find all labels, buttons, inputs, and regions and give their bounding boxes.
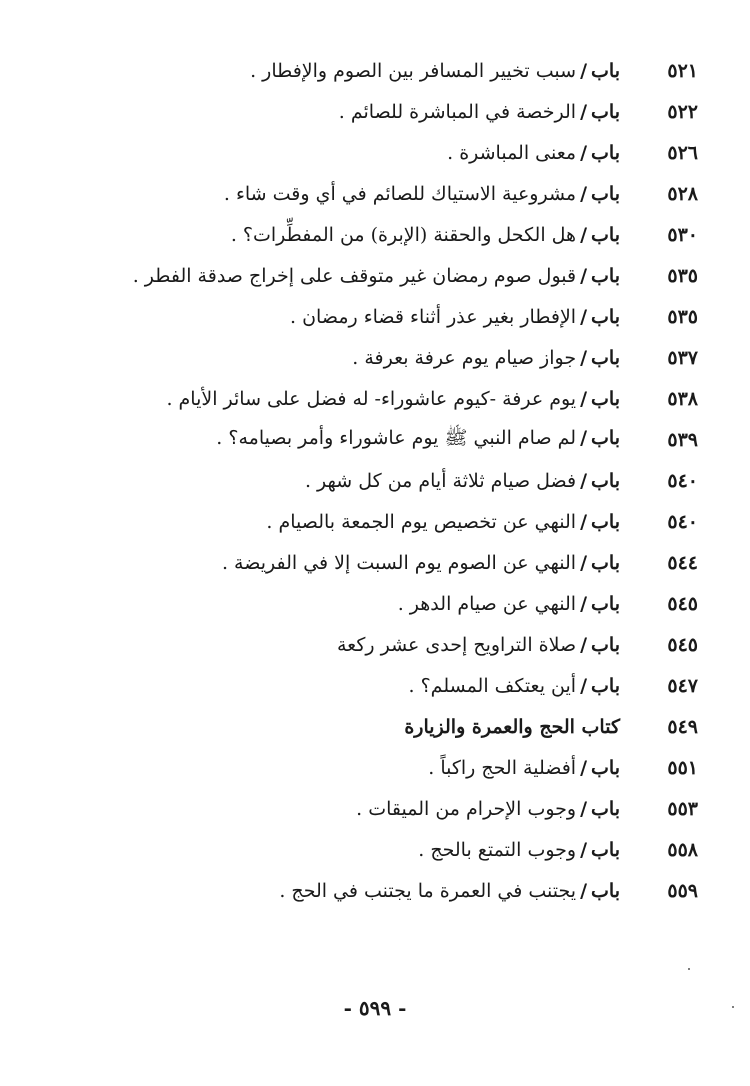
entry-text	[428, 757, 620, 779]
page-number: ٥٤٩	[667, 715, 698, 738]
separator: /	[580, 756, 588, 779]
entry-text	[352, 347, 620, 369]
entry-title: النهي عن تخصيص يوم الجمعة بالصيام .	[266, 510, 577, 533]
page-number: ٥٥٩	[667, 879, 698, 902]
toc-entry	[138, 460, 698, 501]
page-number: ٥٤٧	[667, 674, 698, 697]
separator: /	[580, 59, 588, 82]
toc-entry	[138, 378, 698, 419]
entry-title: لم صام النبي ﷺ يوم عاشوراء وأمر بصيامه؟ .	[216, 426, 577, 449]
entry-title: الرخصة في المباشرة للصائم .	[338, 100, 577, 123]
entry-title: أين يعتكف المسلم؟ .	[408, 674, 577, 697]
bab-label: باب	[591, 346, 620, 369]
entry-title: فضل صيام ثلاثة أيام من كل شهر .	[304, 469, 577, 492]
entry-title: سبب تخيير المسافر بين الصوم والإفطار .	[250, 59, 577, 82]
entry-text	[290, 306, 620, 328]
entry-title: هل الكحل والحقنة (الإبرة) من المفطِّرات؟ .	[230, 223, 577, 246]
page-number: ٥٤٠	[667, 469, 698, 492]
toc-section-heading	[138, 706, 698, 747]
separator: /	[580, 141, 588, 164]
bab-label: باب	[591, 510, 620, 533]
page-number: ٥٣٠	[667, 223, 698, 246]
entry-title: النهي عن صيام الدهر .	[397, 592, 577, 615]
separator: /	[580, 838, 588, 861]
entry-text	[337, 634, 620, 656]
entry-text	[133, 265, 620, 287]
bab-label: باب	[591, 469, 620, 492]
separator: /	[580, 346, 588, 369]
entry-title: جواز صيام يوم عرفة بعرفة .	[352, 346, 577, 369]
entry-title: مشروعية الاستياك للصائم في أي وقت شاء .	[223, 182, 577, 205]
entry-text	[279, 880, 620, 902]
toc-entry	[138, 542, 698, 583]
page-number: ٥٢١	[667, 59, 698, 82]
entry-text	[231, 224, 620, 246]
entry-title: النهي عن الصوم يوم السبت إلا في الفريضة .	[221, 551, 577, 574]
toc-entry	[138, 132, 698, 173]
entry-title: صلاة التراويح إحدى عشر ركعة	[336, 633, 577, 656]
entry-text	[266, 511, 620, 533]
page-number: ٥٢٦	[667, 141, 698, 164]
separator: /	[580, 633, 588, 656]
separator: /	[580, 264, 588, 287]
bab-label: باب	[591, 674, 620, 697]
bab-label: باب	[591, 879, 620, 902]
toc-entry	[138, 173, 698, 214]
page-footer-number: - ٥٩٩ -	[343, 996, 407, 1020]
entry-title: معنى المباشرة .	[447, 141, 577, 164]
bab-label: باب	[591, 797, 620, 820]
table-of-contents	[0, 50, 750, 950]
page-number: ٥٥٨	[667, 838, 698, 861]
separator: /	[580, 182, 588, 205]
separator: /	[580, 592, 588, 615]
page-number: ٥٥٣	[667, 797, 698, 820]
toc-entry	[138, 501, 698, 542]
toc-entry	[138, 829, 698, 870]
toc-entry	[138, 50, 698, 91]
separator: /	[580, 510, 588, 533]
entry-title: يوم عرفة -كيوم عاشوراء- له فضل على سائر الأيام .	[166, 387, 577, 410]
separator: /	[580, 305, 588, 328]
entry-title: الإفطار بغير عذر أثناء قضاء رمضان .	[290, 305, 577, 328]
bab-label: باب	[591, 100, 620, 123]
toc-entry	[138, 91, 698, 132]
bab-label: باب	[591, 182, 620, 205]
page-number: ٥٢٢	[667, 100, 698, 123]
entry-text	[339, 101, 620, 123]
entry-text	[222, 552, 620, 574]
entry-text	[398, 593, 620, 615]
scan-speck	[688, 968, 690, 970]
entry-title: وجوب الإحرام من الميقات .	[356, 797, 577, 820]
bab-label: باب	[591, 633, 620, 656]
separator: /	[580, 387, 588, 410]
entry-title: قبول صوم رمضان غير متوقف على إخراج صدقة الفطر .	[132, 264, 577, 287]
bab-label: باب	[591, 838, 620, 861]
entry-text	[447, 142, 620, 164]
bab-label: باب	[591, 551, 620, 574]
entry-text	[356, 798, 620, 820]
toc-entry	[138, 337, 698, 378]
entry-text	[224, 183, 620, 205]
page-number: ٥٢٨	[667, 182, 698, 205]
page-number: ٥٤٠	[667, 510, 698, 533]
separator: /	[580, 426, 588, 449]
bab-label: باب	[591, 387, 620, 410]
page-number: ٥٤٥	[667, 633, 698, 656]
toc-entry	[138, 624, 698, 665]
separator: /	[580, 879, 588, 902]
bab-label: باب	[591, 223, 620, 246]
toc-entry	[138, 296, 698, 337]
bab-label: باب	[591, 305, 620, 328]
section-heading: كتاب الحج والعمرة والزيارة	[404, 715, 620, 738]
entry-title: وجوب التمتع بالحج .	[418, 838, 577, 861]
bab-label: باب	[591, 59, 620, 82]
page-number: ٥٣٧	[667, 346, 698, 369]
toc-entry	[138, 788, 698, 829]
separator: /	[580, 223, 588, 246]
entry-text	[418, 839, 620, 861]
separator: /	[580, 797, 588, 820]
separator: /	[580, 551, 588, 574]
entry-text	[166, 388, 620, 410]
toc-entry	[138, 214, 698, 255]
entry-text	[305, 470, 620, 492]
entry-title: يجتنب في العمرة ما يجتنب في الحج .	[279, 879, 577, 902]
bab-label: باب	[591, 264, 620, 287]
page-number: ٥٣٨	[667, 387, 698, 410]
page-number: ٥٤٤	[667, 551, 698, 574]
separator: /	[580, 674, 588, 697]
toc-entry	[138, 583, 698, 624]
page-number: ٥٣٥	[667, 264, 698, 287]
page-number: ٥٣٥	[667, 305, 698, 328]
toc-entry	[138, 747, 698, 788]
page-number: ٥٥١	[667, 756, 698, 779]
entry-text	[250, 60, 620, 82]
toc-entry	[132, 255, 698, 296]
bab-label: باب	[591, 592, 620, 615]
bab-label: باب	[591, 426, 620, 449]
separator: /	[580, 469, 588, 492]
bab-label: باب	[591, 756, 620, 779]
page-number: ٥٣٩	[667, 428, 698, 451]
toc-entry	[138, 419, 698, 460]
toc-entry	[138, 870, 698, 911]
separator: /	[580, 100, 588, 123]
page-number: ٥٤٥	[667, 592, 698, 615]
bab-label: باب	[591, 141, 620, 164]
entry-text	[216, 426, 620, 454]
entry-title: أفضلية الحج راكباً .	[428, 756, 577, 779]
toc-entry	[138, 665, 698, 706]
entry-text	[409, 675, 620, 697]
